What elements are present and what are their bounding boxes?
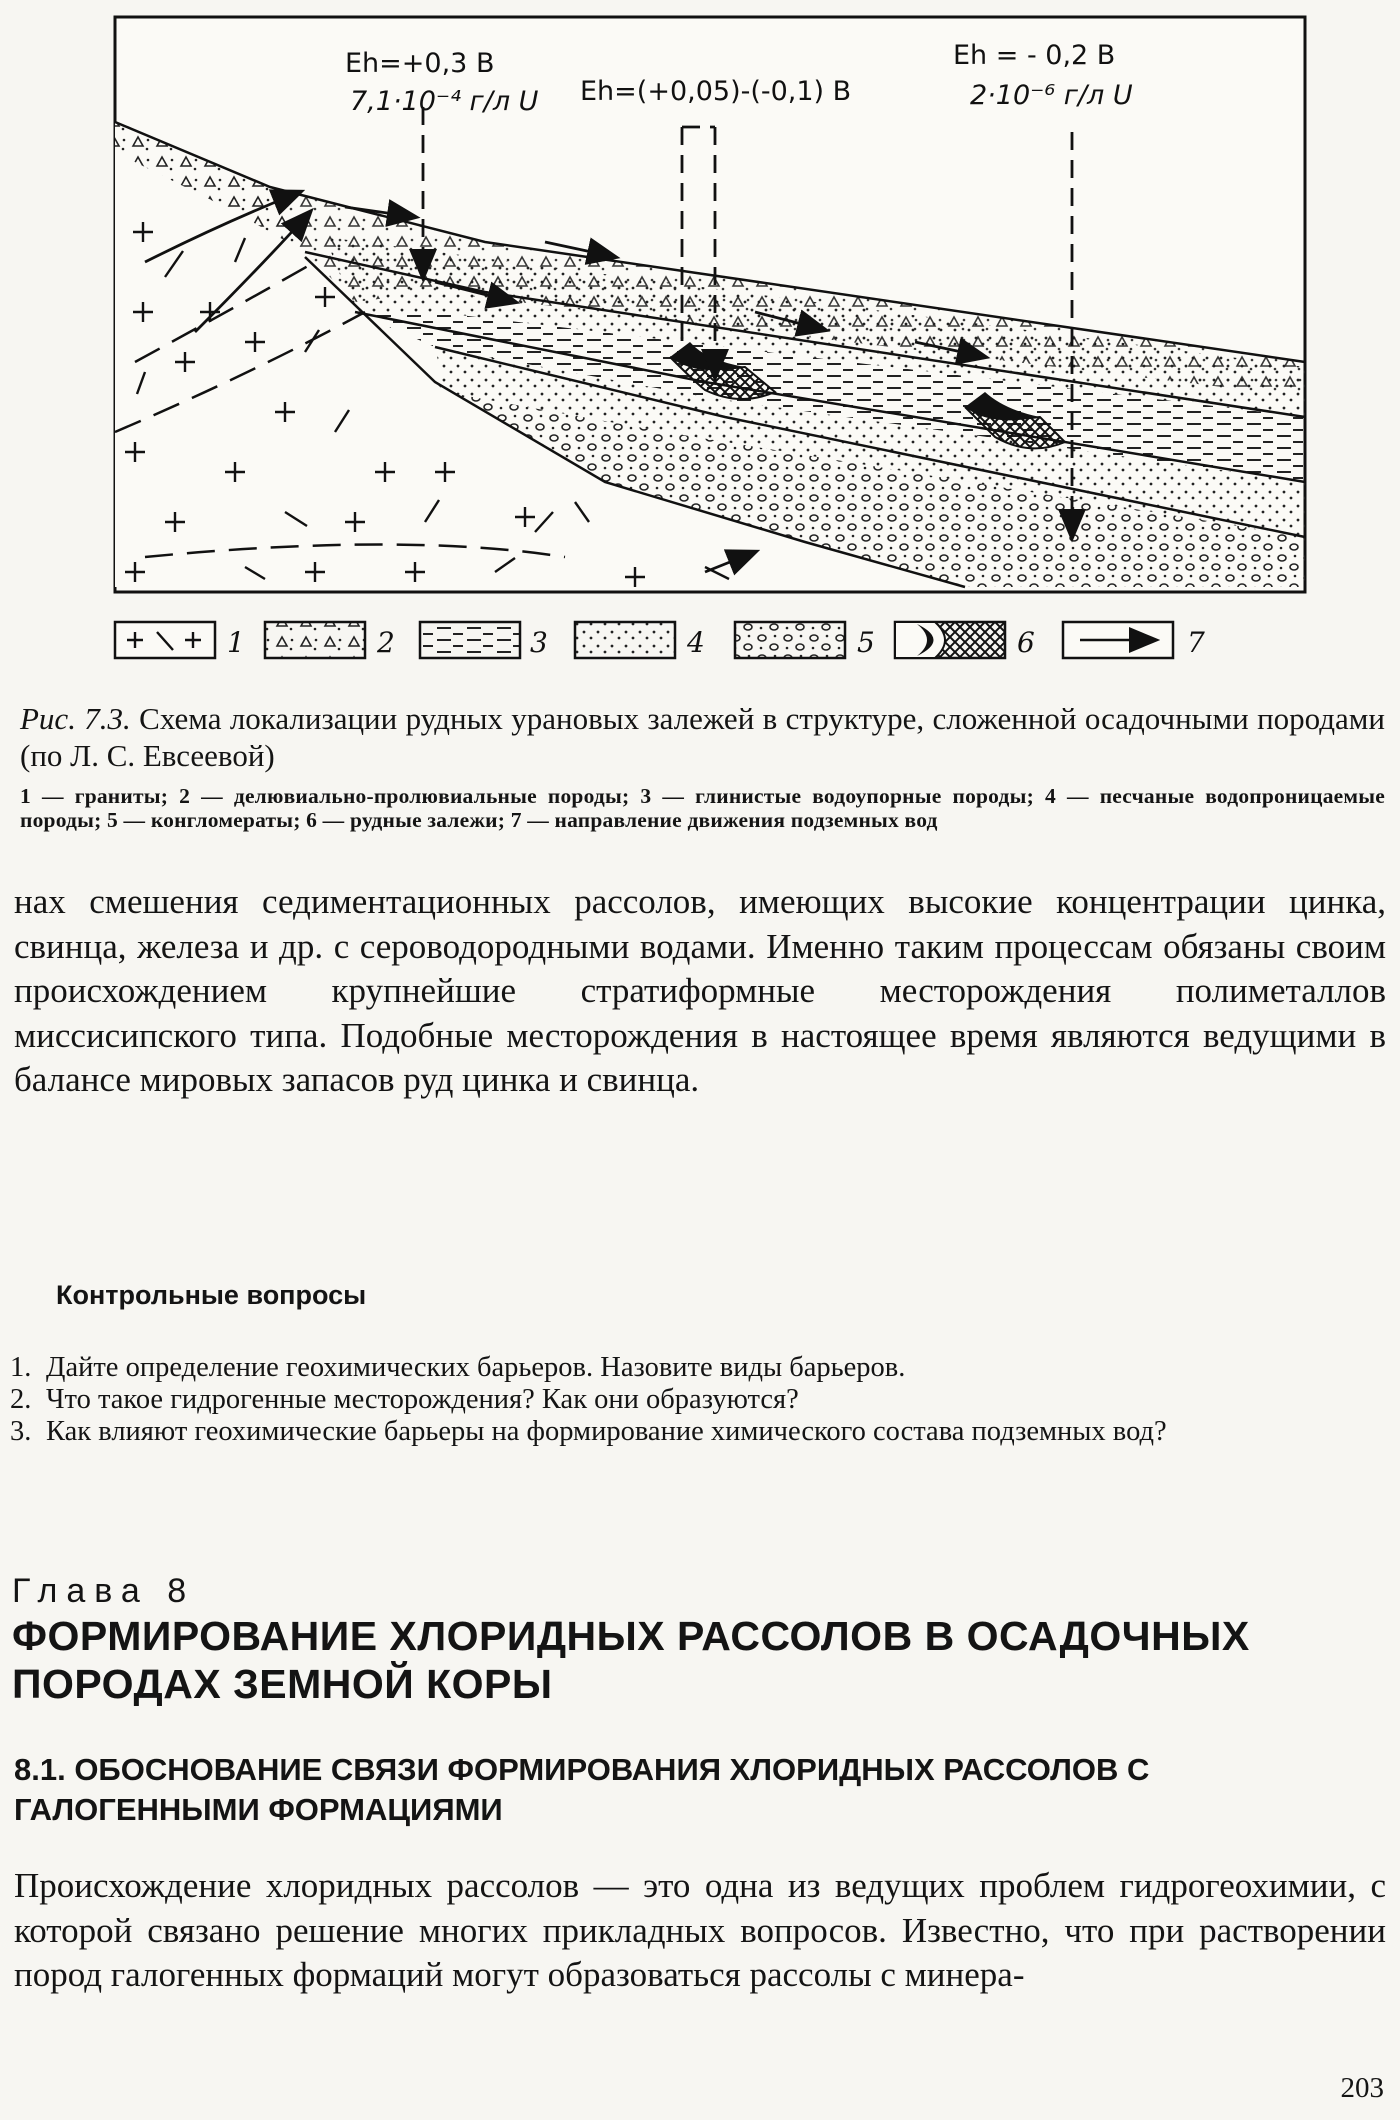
legend-item-granite bbox=[115, 622, 245, 659]
body-paragraph-1: нах смешения седиментационных рассолов, имеющих высокие концентрации цинка, свинца, железа и др. с сероводородными водами. Именно таким процессам обязаны своим происхождением крупнейшие стратиформные месторождения полиметаллов миссисипского типа. Подобные месторождения в настоящее время являются ведущими в балансе мировых запасов руд цинка и свинца. bbox=[14, 882, 1386, 1099]
figure-caption-text: Схема локализации рудных урановых залежей в структуре, сложенной осадочными породами (по Л. С. Евсеевой) bbox=[20, 701, 1385, 773]
annotation-left-concentration: 7,1·10⁻⁴ г/л U bbox=[350, 86, 539, 117]
legend-item-conglomerate bbox=[735, 622, 875, 659]
figure-caption-title bbox=[20, 700, 1385, 774]
geologic-figure bbox=[105, 12, 1315, 672]
figure-caption-legend: 1 — граниты; 2 — делювиально-пролювиальные породы; 3 — глинистые водоупорные породы; 4 — песчаные водопроницаемые породы; 5 — конгломераты; 6 — рудные залежи; 7 — направление движения подземных вод bbox=[20, 784, 1385, 832]
svg-text:5: 5 bbox=[857, 626, 875, 659]
annotation-right-eh: Eh = - 0,2 В bbox=[953, 40, 1116, 71]
page-number: 203 bbox=[1340, 2072, 1384, 2104]
svg-text:4: 4 bbox=[687, 626, 705, 659]
svg-text:2: 2 bbox=[377, 626, 395, 659]
body-paragraph-2: Происхождение хлоридных рассолов — это одна из ведущих проблем гидрогеохимии, с которой связано решение многих прикладных вопросов. Известно, что при растворении пород галогенных формаций могут образоваться рассолы с минера- bbox=[14, 1866, 1386, 1994]
annotation-left-eh: Eh=+0,3 В bbox=[345, 48, 495, 79]
section-title: 8.1. ОБОСНОВАНИЕ СВЯЗИ ФОРМИРОВАНИЯ ХЛОРИДНЫХ РАССОЛОВ С ГАЛОГЕННЫМИ ФОРМАЦИЯМИ bbox=[14, 1752, 1150, 1827]
svg-text:6: 6 bbox=[1017, 626, 1035, 659]
legend-item-ore bbox=[895, 622, 1035, 659]
figure-label: Рис. 7.3. bbox=[20, 701, 131, 736]
chapter-label: Глава 8 bbox=[12, 1572, 196, 1610]
svg-text:7: 7 bbox=[1187, 626, 1205, 659]
question-item: 3. Как влияют геохимические барьеры на формирование химического состава подземных вод? bbox=[10, 1416, 1167, 1447]
annotation-middle-eh: Eh=(+0,05)-(-0,1) В bbox=[580, 76, 852, 107]
legend-item-flow bbox=[1063, 622, 1205, 659]
chapter-title: ФОРМИРОВАНИЕ ХЛОРИДНЫХ РАССОЛОВ В ОСАДОЧНЫХ ПОРОДАХ ЗЕМНОЙ КОРЫ bbox=[12, 1613, 1250, 1707]
question-item: 1. Дайте определение геохимических барьеров. Назовите виды барьеров. bbox=[10, 1352, 906, 1383]
legend-item-sand bbox=[575, 622, 705, 659]
svg-text:1: 1 bbox=[227, 626, 245, 659]
questions-heading: Контрольные вопросы bbox=[56, 1280, 367, 1310]
figure-legend bbox=[115, 622, 1205, 659]
questions-list bbox=[10, 1352, 1380, 1448]
legend-item-deluvial bbox=[265, 622, 395, 659]
question-item: 2. Что такое гидрогенные месторождения? Как они образуются? bbox=[10, 1384, 799, 1415]
geologic-cross-section bbox=[105, 12, 1315, 672]
annotation-right-concentration: 2·10⁻⁶ г/л U bbox=[970, 80, 1133, 111]
legend-item-clay bbox=[420, 622, 548, 659]
svg-text:3: 3 bbox=[530, 626, 548, 659]
